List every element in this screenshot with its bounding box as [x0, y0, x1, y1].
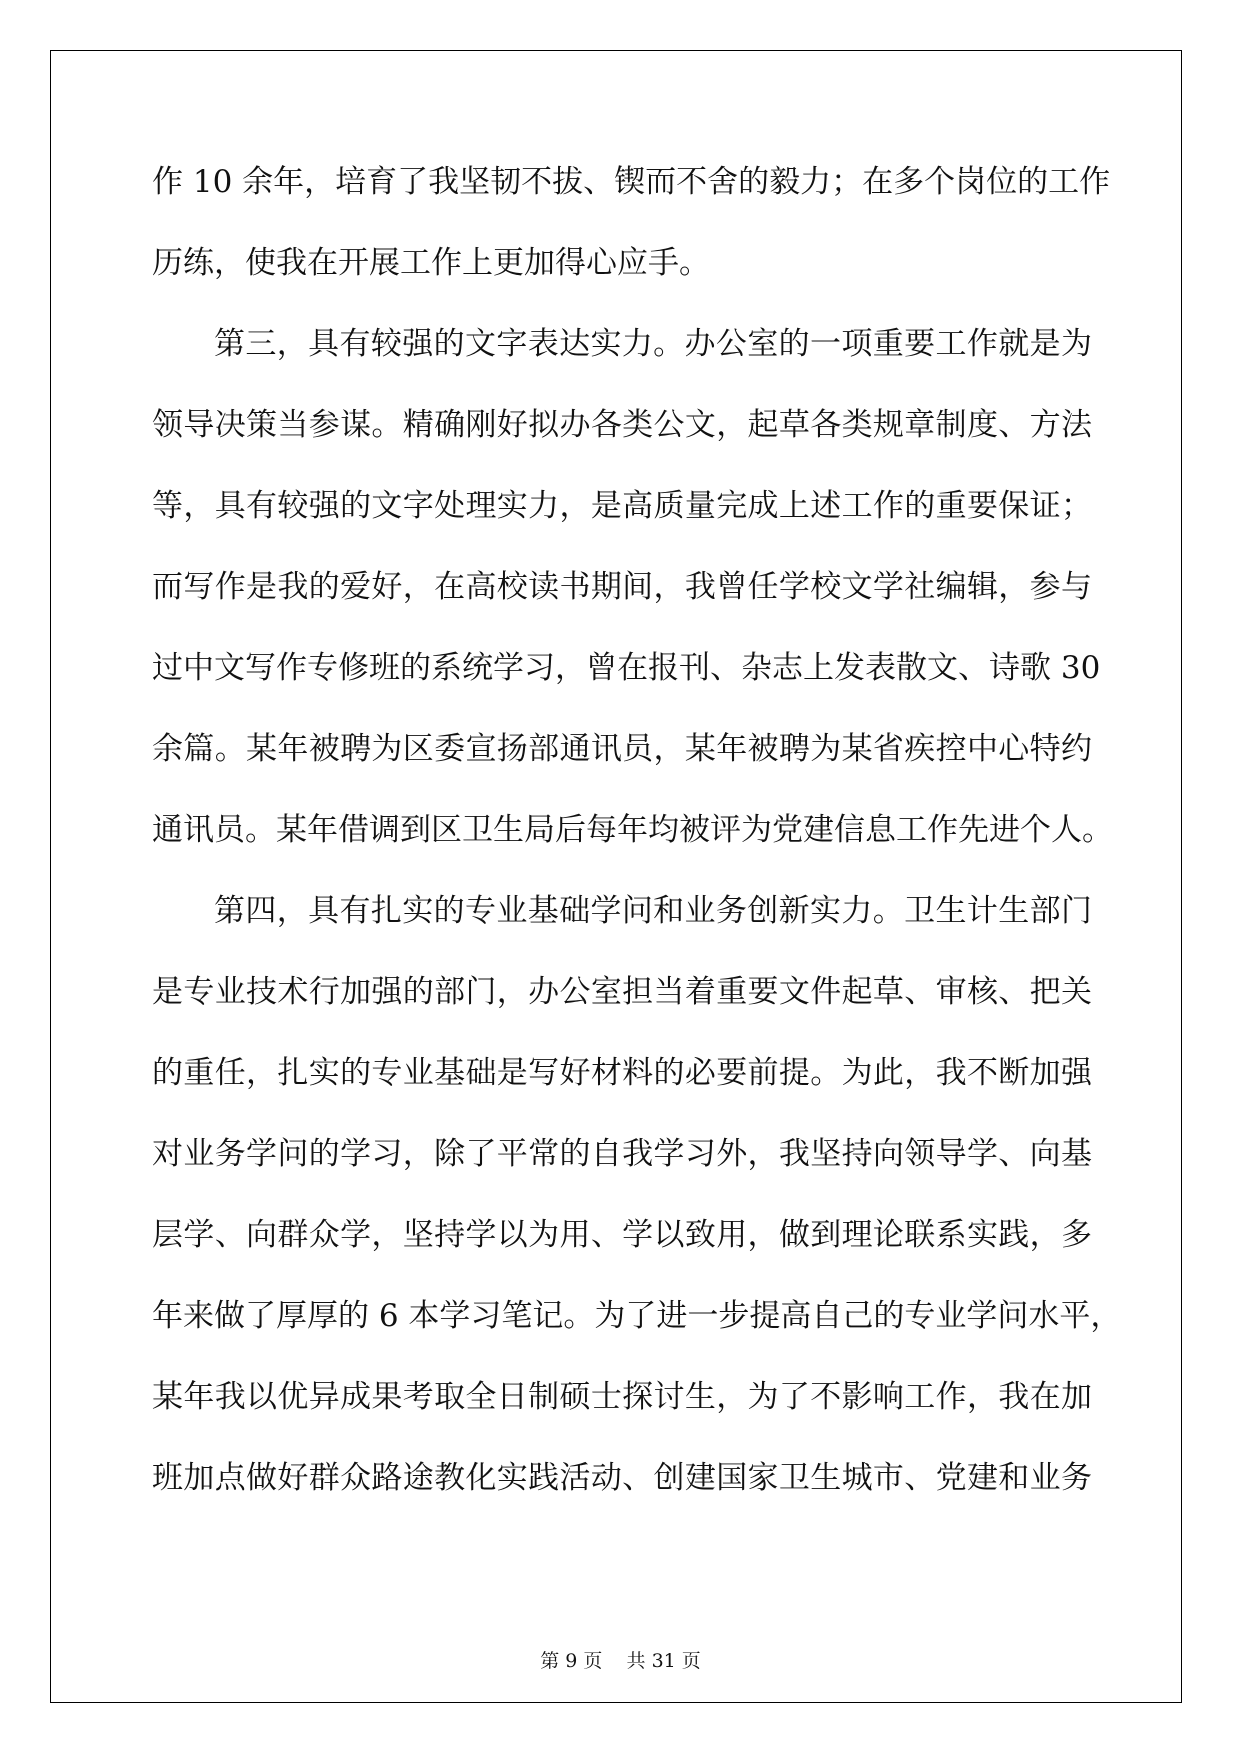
- text-line: 年来做了厚厚的 6 本学习笔记。为了进一步提高自己的专业学问水平，: [152, 1298, 1122, 1334]
- text-line: 是专业技术行加强的部门，办公室担当着重要文件起草、审核、把关: [152, 974, 1092, 1010]
- paragraph-start-line: 第四，具有扎实的专业基础学问和业务创新实力。卫生计生部门: [214, 893, 1092, 929]
- text-line: 历练，使我在开展工作上更加得心应手。: [152, 245, 710, 281]
- text-line: 过中文写作专修班的系统学习，曾在报刊、杂志上发表散文、诗歌 30: [152, 650, 1101, 686]
- text-line: 对业务学问的学习，除了平常的自我学习外，我坚持向领导学、向基: [152, 1136, 1092, 1172]
- text-line: 作 10 余年，培育了我坚韧不拔、锲而不舍的毅力；在多个岗位的工作: [152, 164, 1111, 200]
- text-line: 某年我以优异成果考取全日制硕士探讨生，为了不影响工作，我在加: [152, 1379, 1092, 1415]
- page-footer: [0, 1646, 1241, 1673]
- text-line: 班加点做好群众路途教化实践活动、创建国家卫生城市、党建和业务: [152, 1460, 1092, 1496]
- text-line: 等，具有较强的文字处理实力，是高质量完成上述工作的重要保证；: [152, 488, 1092, 524]
- body-text: [152, 162, 1122, 1539]
- text-line: 层学、向群众学，坚持学以为用、学以致用，做到理论联系实践，多: [152, 1217, 1092, 1253]
- text-line: 通讯员。某年借调到区卫生局后每年均被评为党建信息工作先进个人。: [152, 812, 1113, 848]
- paragraph-start-line: 第三，具有较强的文字表达实力。办公室的一项重要工作就是为: [214, 326, 1092, 362]
- text-line: 的重任，扎实的专业基础是写好材料的必要前提。为此，我不断加强: [152, 1055, 1092, 1091]
- text-line: 余篇。某年被聘为区委宣扬部通讯员，某年被聘为某省疾控中心特约: [152, 731, 1092, 767]
- text-line: 而写作是我的爱好，在高校读书期间，我曾任学校文学社编辑，参与: [152, 569, 1092, 605]
- page-number-label: 第 9 页 共 31 页: [540, 1650, 701, 1672]
- text-line: 领导决策当参谋。精确刚好拟办各类公文，起草各类规章制度、方法: [152, 407, 1092, 443]
